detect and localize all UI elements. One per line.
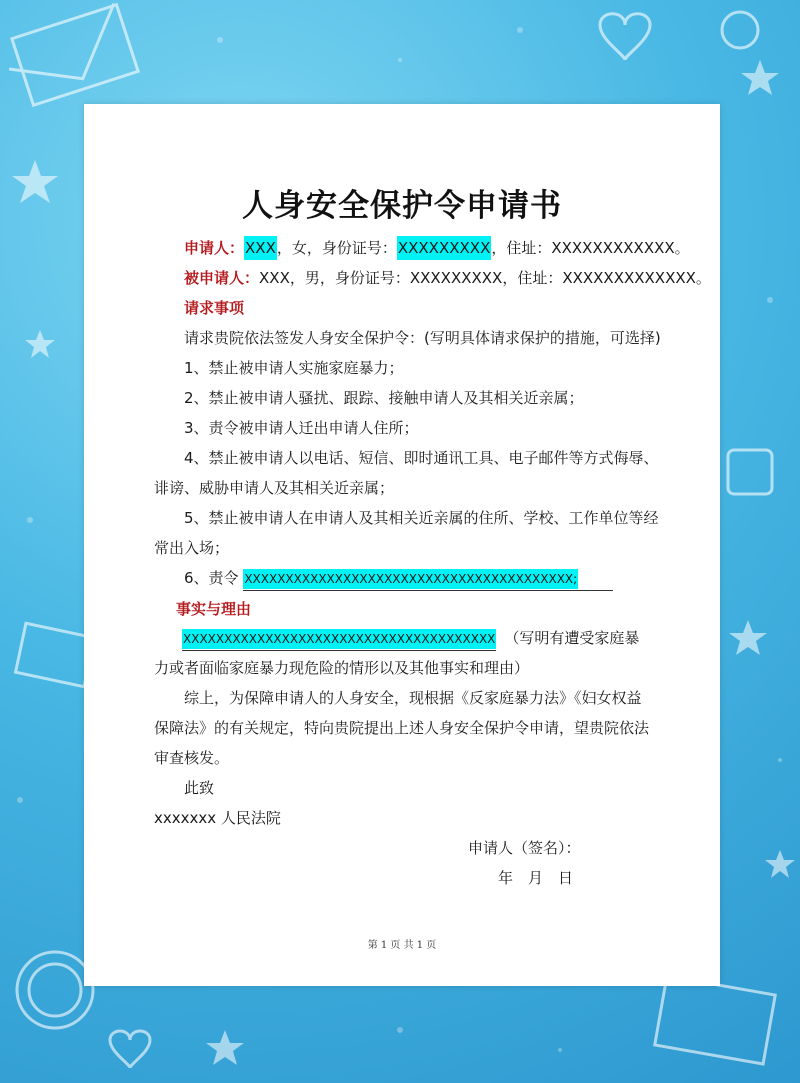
application-document-page (84, 104, 720, 986)
dice-icon (728, 450, 772, 494)
heart-icon (110, 1031, 150, 1068)
request-item: 2、禁止被申请人骚扰、跟踪、接触申请人及其相关近亲属； (184, 389, 584, 407)
badge-icon (17, 952, 93, 1028)
conclusion-line: 审查核发。 (154, 749, 230, 767)
request-item: 3、责令被申请人迁出申请人住所； (184, 419, 419, 437)
envelope-icon (655, 976, 775, 1064)
envelope-icon (12, 5, 138, 106)
target-icon (722, 12, 758, 48)
request-item-6 (184, 567, 613, 591)
respondent-text: XXX，男，身份证号：XXXXXXXXX，住址：XXXXXXXXXXXXX。 (259, 269, 711, 287)
request-item: 诽谤、威胁申请人及其相关近亲属； (154, 479, 395, 497)
applicant-address: ，住址：XXXXXXXXXXXX。 (491, 239, 690, 257)
applicant-label: 申请人： (184, 239, 245, 257)
item6-underline (243, 567, 613, 591)
envelope-icon (16, 623, 95, 686)
request-item: 1、禁止被申请人实施家庭暴力； (184, 359, 404, 377)
conclusion-line: 综上，为保障申请人的人身安全，现根据《反家庭暴力法》《妇女权益 (184, 689, 642, 707)
star-icon (25, 330, 55, 358)
signature-label: 申请人（签名）： (468, 839, 581, 857)
item6-label: 6、责令 (184, 569, 239, 587)
request-heading: 请求事项 (184, 299, 245, 317)
respondent-label: 被申请人： (184, 269, 260, 287)
facts-note: （写明有遭受家庭暴 (504, 629, 640, 647)
star-icon (765, 850, 795, 878)
facts-underline (182, 627, 496, 651)
respondent-line (184, 267, 711, 289)
court-name: xxxxxxx 人民法院 (154, 809, 281, 827)
item6-value: XXXXXXXXXXXXXXXXXXXXXXXXXXXXXXXXXXXXXXXX; (243, 569, 578, 589)
request-item: 5、禁止被申请人在申请人及其相关近亲属的住所、学校、工作单位等经 (184, 509, 659, 527)
request-intro: 请求贵院依法签发人身安全保护令：(写明具体请求保护的措施，可选择) (184, 329, 661, 347)
star-icon (12, 160, 58, 203)
star-icon (741, 60, 779, 95)
applicant-name: XXX (244, 236, 277, 260)
applicant-id: XXXXXXXXX (397, 236, 491, 260)
facts-heading: 事实与理由 (176, 600, 252, 618)
request-item: 4、禁止被申请人以电话、短信、即时通讯工具、电子邮件等方式侮辱、 (184, 449, 659, 467)
salutation: 此致 (184, 779, 215, 797)
facts-line (182, 627, 639, 651)
star-icon (729, 620, 767, 655)
facts-value: XXXXXXXXXXXXXXXXXXXXXXXXXXXXXXXXXXXXXX (182, 629, 496, 649)
page-footer: 第 1 页 共 1 页 (367, 940, 437, 951)
star-icon (206, 1030, 244, 1065)
document-title: 人身安全保护令申请书 (242, 188, 562, 224)
heart-icon (600, 14, 650, 60)
date-label: 年 月 日 (498, 869, 574, 887)
applicant-line (184, 237, 690, 259)
facts-note-continued: 力或者面临家庭暴力现危险的情形以及其他事实和理由） (154, 659, 530, 677)
conclusion-line: 保障法》的有关规定，特向贵院提出上述人身安全保护令申请，望贵院依法 (154, 719, 650, 737)
request-item: 常出入场； (154, 539, 230, 557)
applicant-after-name: ，女，身份证号： (276, 239, 397, 257)
